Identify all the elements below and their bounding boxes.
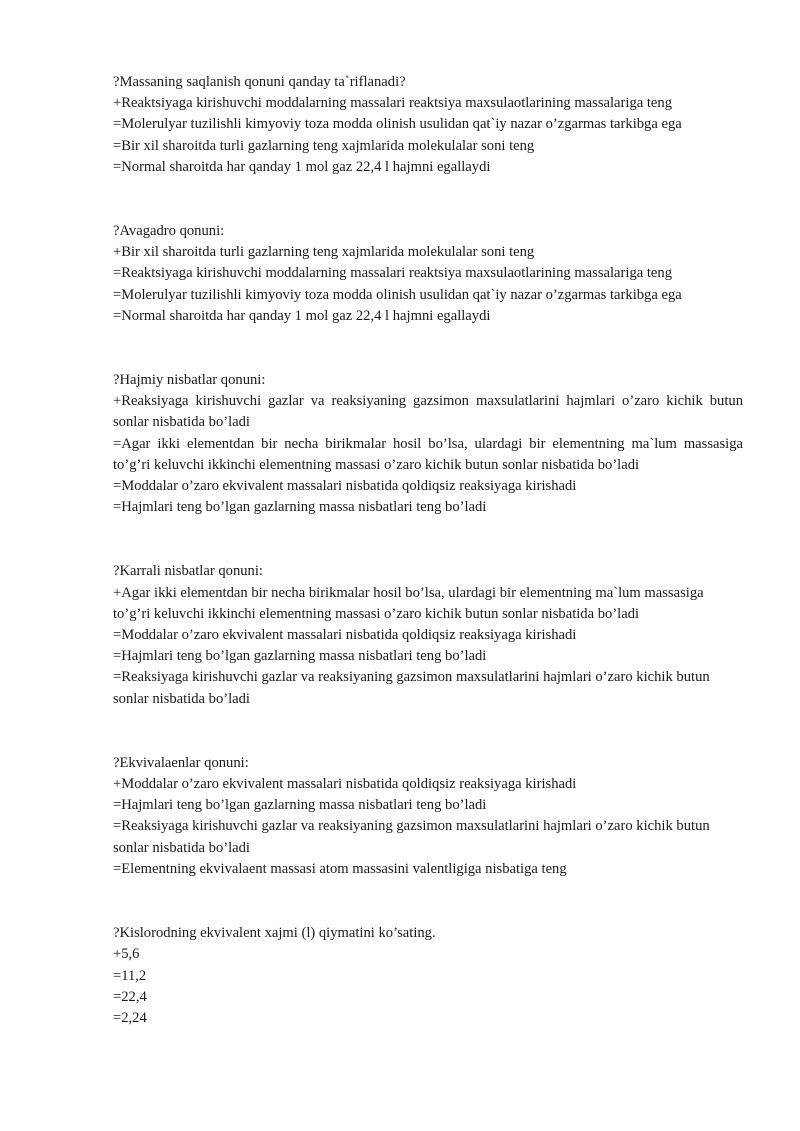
question-block-1	[113, 72, 743, 178]
answer-option: =Molerulyar tuzilishli kimyoviy toza modda olinish usulidan qat`iy nazar o’zgarmas tarkibga ega	[113, 116, 682, 133]
question-prompt: ?Massaning saqlanish qonuni qanday ta`riflanadi?	[113, 74, 406, 90]
answer-option-correct: +Reaksiyaga kirishuvchi gazlar va reaksiyaning gazsimon maxsulatlarini hajmlari o’zaro kichik butun sonlar nisbatida bo’ladi	[113, 393, 743, 431]
answer-option: =Elementning ekvivalaent massasi atom massasini valentligiga nisbatiga teng	[113, 860, 567, 877]
question-block-6	[113, 923, 743, 1029]
answer-option: =Reaktsiyaga kirishuvchi moddalarning massalari reaktsiya maxsulaotlarining massalariga teng	[113, 265, 672, 282]
answer-option-correct: +5,6	[113, 946, 140, 963]
answer-option: =Agar ikki elementdan bir necha birikmalar hosil bo’lsa, ulardagi bir elementning ma`lum massasiga to’g’ri keluvchi ikkinchi elementning massasi o’zaro kichik butun sonlar nisbatida bo’ladi	[113, 435, 743, 473]
question-block-2	[113, 221, 743, 327]
answer-option: =Moddalar o’zaro ekvivalent massalari nisbatida qoldiqsiz reaksiyaga kirishadi	[113, 627, 577, 644]
question-block-3	[113, 370, 743, 518]
answer-option: =Molerulyar tuzilishli kimyoviy toza modda olinish usulidan qat`iy nazar o’zgarmas tarkibga ega	[113, 286, 682, 303]
document-page	[113, 72, 743, 1072]
question-prompt: ?Hajmiy nisbatlar qonuni:	[113, 372, 266, 389]
answer-option: =Reaksiyaga kirishuvchi gazlar va reaksiyaning gazsimon maxsulatlarini hajmlari o’zaro kichik butun sonlar nisbatida bo’ladi	[113, 669, 710, 707]
answer-option: =22,4	[113, 988, 147, 1005]
question-prompt: ?Kislorodning ekvivalent xajmi (l) qiymatini ko’sating.	[113, 925, 436, 942]
answer-option: =2,24	[113, 1009, 147, 1026]
answer-option-correct: +Reaktsiyaga kirishuvchi moddalarning massalari reaktsiya maxsulaotlarining massalariga teng	[113, 95, 672, 112]
answer-option: =Reaksiyaga kirishuvchi gazlar va reaksiyaning gazsimon maxsulatlarini hajmlari o’zaro kichik butun sonlar nisbatida bo’ladi	[113, 818, 710, 856]
answer-option: =Moddalar o’zaro ekvivalent massalari nisbatida qoldiqsiz reaksiyaga kirishadi	[113, 478, 577, 495]
question-block-5	[113, 753, 743, 880]
answer-option-correct: +Agar ikki elementdan bir necha birikmalar hosil bo’lsa, ulardagi bir elementning ma`lum massasiga to’g’ri keluvchi ikkinchi elementning massasi o’zaro kichik butun sonlar nisbatida bo’ladi	[113, 584, 704, 622]
answer-option: =Bir xil sharoitda turli gazlarning teng xajmlarida molekulalar soni teng	[113, 137, 535, 154]
question-prompt: ?Ekvivalaenlar qonuni:	[113, 754, 249, 771]
answer-option: =Hajmlari teng bo’lgan gazlarning massa nisbatlari teng bo’ladi	[113, 648, 487, 665]
answer-option: =Normal sharoitda har qanday 1 mol gaz 22,4 l hajmni egallaydi	[113, 307, 491, 324]
answer-option: =Hajmlari teng bo’lgan gazlarning massa nisbatlari teng bo’ladi	[113, 797, 487, 814]
answer-option-correct: +Moddalar o’zaro ekvivalent massalari nisbatida qoldiqsiz reaksiyaga kirishadi	[113, 776, 577, 793]
question-prompt: ?Avagadro qonuni:	[113, 223, 225, 240]
question-block-4	[113, 561, 743, 709]
answer-option: =Hajmlari teng bo’lgan gazlarning massa nisbatlari teng bo’ladi	[113, 499, 487, 516]
question-prompt: ?Karrali nisbatlar qonuni:	[113, 563, 263, 580]
answer-option: =Normal sharoitda har qanday 1 mol gaz 22,4 l hajmni egallaydi	[113, 158, 491, 175]
answer-option: =11,2	[113, 967, 147, 984]
answer-option-correct: +Bir xil sharoitda turli gazlarning teng xajmlarida molekulalar soni teng	[113, 244, 535, 261]
